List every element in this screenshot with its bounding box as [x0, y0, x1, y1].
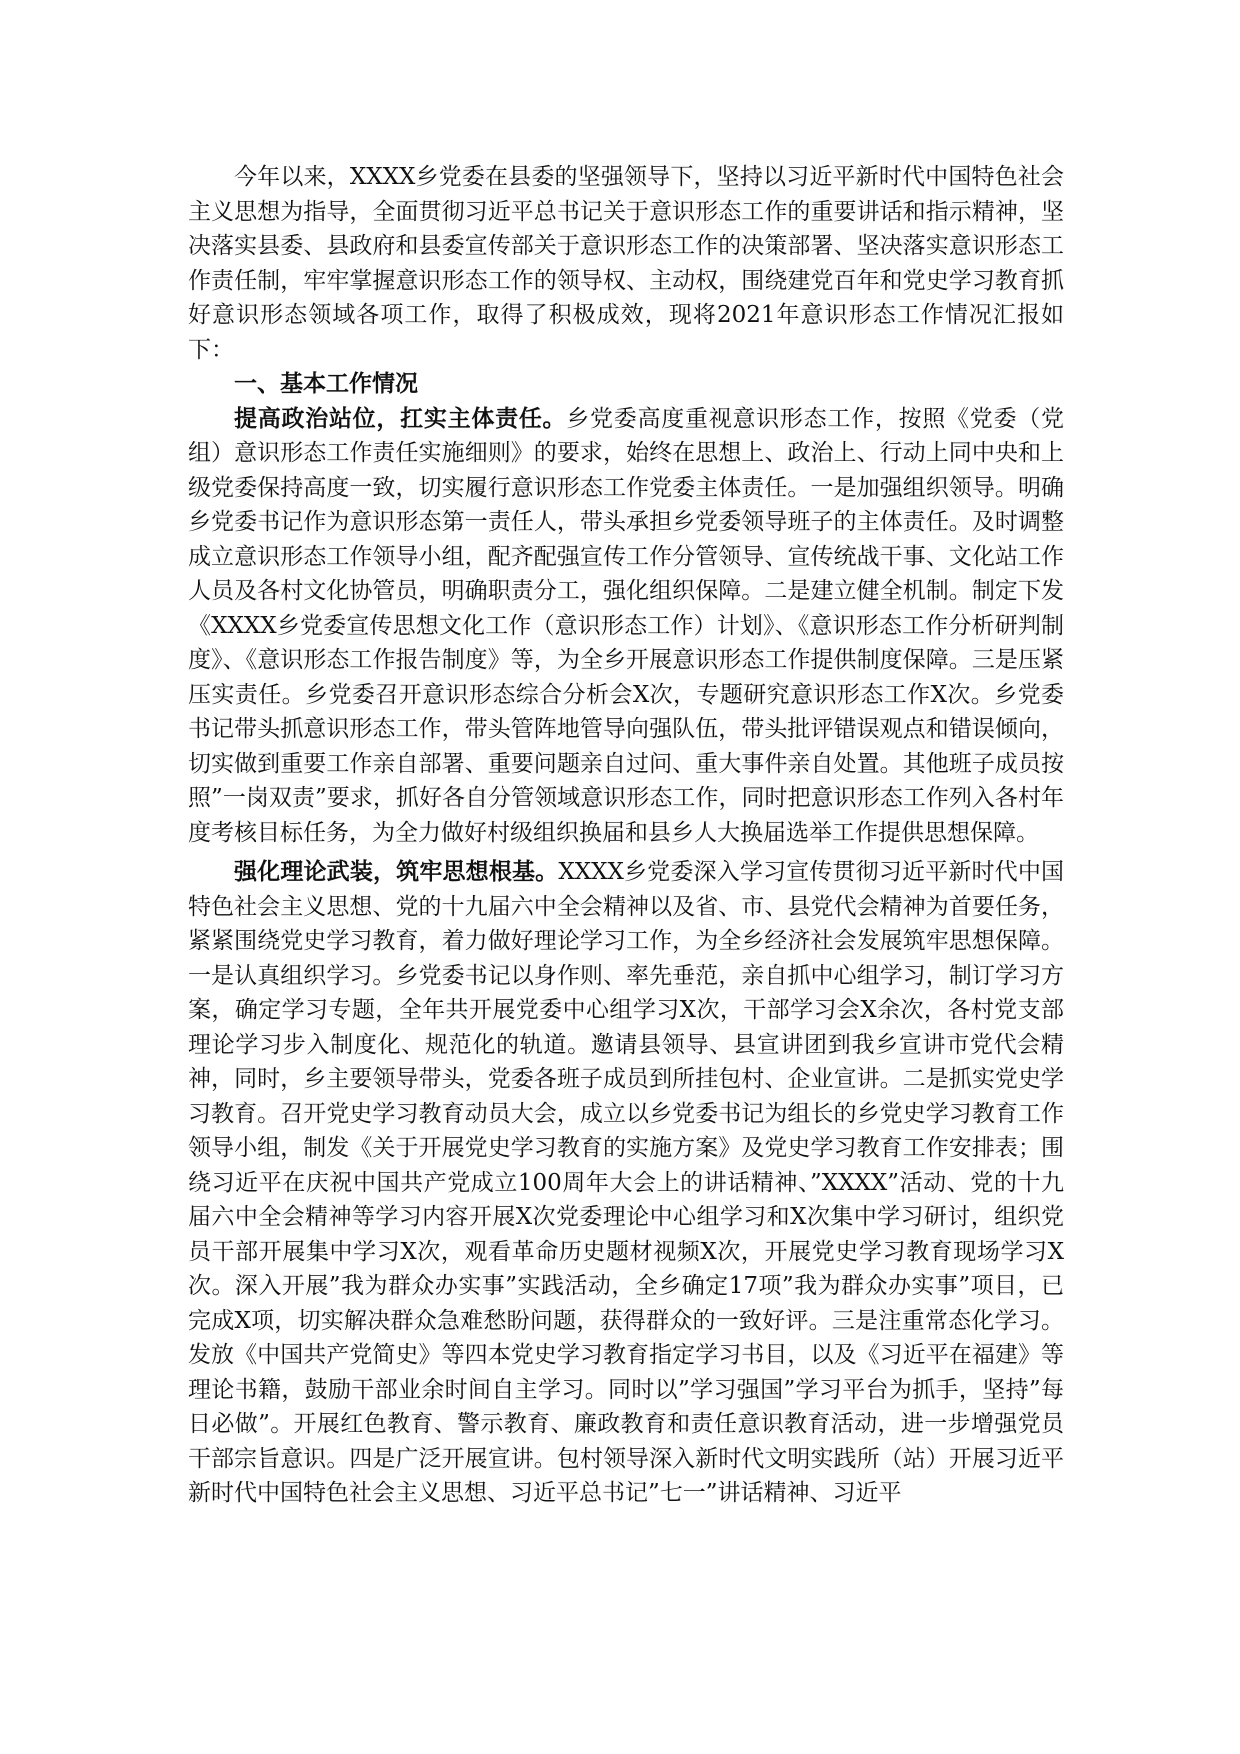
paragraph-theory-study — [188, 855, 1064, 1511]
paragraph-political-stance — [188, 402, 1064, 851]
document-page — [188, 160, 1064, 1511]
paragraph-body: 乡党委高度重视意识形态工作，按照《党委（党组）意识形态工作责任实施细则》的要求，始终在思想上、政治上、行动上同中央和上级党委保持高度一致，切实履行意识形态工作党委主体责任。一是加强组织领导。明确乡党委书记作为意识形态第一责任人，带头承担乡党委领导班子的主体责任。及时调整成立意识形态工作领导小组，配齐配强宣传工作分管领导、宣传统战干事、文化站工作人员及各村文化协管员，明确职责分工，强化组织保障。二是建立健全机制。制定下发《XXXX乡党委宣传思想文化工作（意识形态工作）计划》、《意识形态工作分析研判制度》、《意识形态工作报告制度》等，为全乡开展意识形态工作提供制度保障。三是压紧压实责任。乡党委召开意识形态综合分析会X次，专题研究意识形态工作X次。乡党委书记带头抓意识形态工作，带头管阵地管导向强队伍，带头批评错误观点和错误倾向，切实做到重要工作亲自部署、重要问题亲自过问、重大事件亲自处置。其他班子成员按照”一岗双责”要求，抓好各自分管领域意识形态工作，同时把意识形态工作列入各村年度考核目标任务，为全力做好村级组织换届和县乡人大换届选举工作提供思想保障。 — [188, 405, 1065, 846]
paragraph-lead: 提高政治站位，扛实主体责任。 — [234, 405, 567, 432]
paragraph-lead: 强化理论武装，筑牢思想根基。 — [234, 859, 559, 885]
section-heading: 一、基本工作情况 — [234, 371, 418, 397]
paragraph-body: XXXX乡党委深入学习宣传贯彻习近平新时代中国特色社会主义思想、党的十九届六中全会精神以及省、市、县党代会精神为首要任务，紧紧围绕党史学习教育，着力做好理论学习工作，为全乡经济社会发展筑牢思想保障。一是认真组织学习。乡党委书记以身作则、率先垂范，亲自抓中心组学习，制订学习方案，确定学习专题，全年共开展党委中心组学习X次，干部学习会X余次，各村党支部理论学习步入制度化、规范化的轨道。邀请县领导、县宣讲团到我乡宣讲市党代会精神，同时，乡主要领导带头，党委各班子成员到所挂包村、企业宣讲。二是抓实党史学习教育。召开党史学习教育动员大会，成立以乡党委书记为组长的乡党史学习教育工作领导小组，制发《关于开展党史学习教育的实施方案》及党史学习教育工作安排表；围绕习近平在庆祝中国共产党成立100周年大会上的讲话精神、”XXXX”活动、党的十九届六中全会精神等学习内容开展X次党委理论中心组学习和X次集中学习研讨，组织党员干部开展集中学习X次，观看革命历史题材视频X次，开展党史学习教育现场学习X次。深入开展”我为群众办实事”实践活动，全乡确定17项”我为群众办实事”项目，已完成X项，切实解决群众急难愁盼问题，获得群众的一致好评。三是注重常态化学习。发放《中国共产党简史》等四本党史学习教育指定学习书目，以及《习近平在福建》等理论书籍，鼓励干部业余时间自主学习。同时以”学习强国”学习平台为抓手，坚持”每日必做”。开展红色教育、警示教育、廉政教育和责任意识教育活动，进一步增强党员干部宗旨意识。四是广泛开展宣讲。包村领导深入新时代文明实践所（站）开展习近平新时代中国特色社会主义思想、习近平总书记”七一”讲话精神、习近平 — [188, 859, 1065, 1506]
intro-paragraph: 今年以来，XXXX乡党委在县委的坚强领导下，坚持以习近平新时代中国特色社会主义思想为指导，全面贯彻习近平总书记关于意识形态工作的重要讲话和指示精神，坚决落实县委、县政府和县委宣传部关于意识形态工作的决策部署、坚决落实意识形态工作责任制，牢牢掌握意识形态工作的领导权、主动权，围绕建党百年和党史学习教育抓好意识形态领域各项工作，取得了积极成效，现将2021年意识形态工作情况汇报如下： — [188, 164, 1064, 363]
